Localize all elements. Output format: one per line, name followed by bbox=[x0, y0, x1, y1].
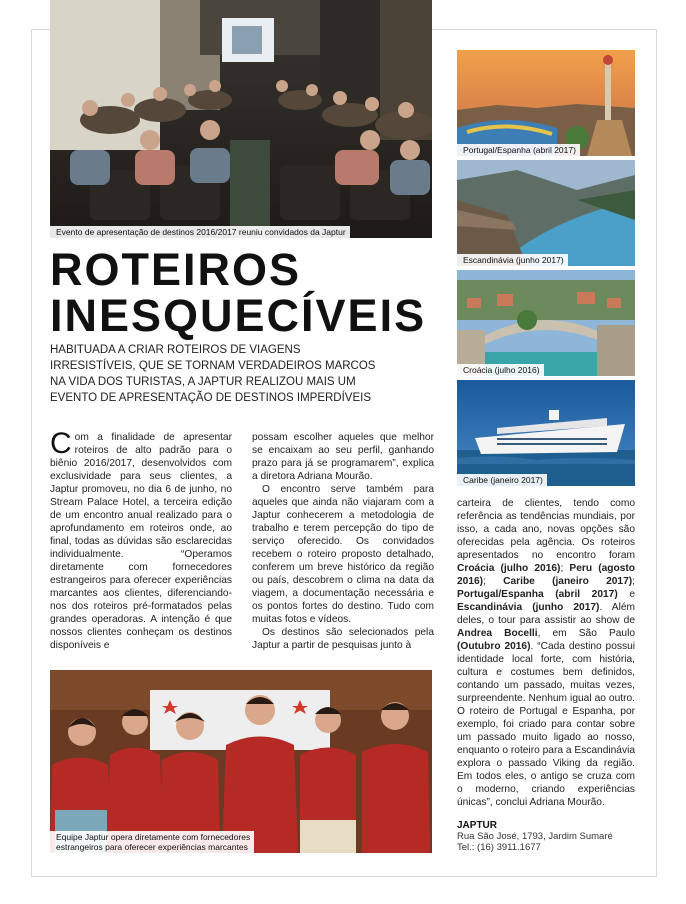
tour-peru: Peru (agosto 2016) bbox=[457, 563, 635, 587]
contact-phone: Tel.: (16) 3911.1677 bbox=[457, 842, 541, 853]
team-photo-illustration bbox=[50, 670, 432, 853]
team-photo-caption bbox=[50, 831, 254, 853]
headline-line-2: INESQUECÍVEIS bbox=[50, 290, 427, 341]
col3-text-b: . Além deles, o tour para assistir ao show de bbox=[457, 602, 636, 626]
team-photo bbox=[50, 670, 432, 853]
cruise-ship-illustration bbox=[457, 380, 635, 486]
column-2-paragraph-1: possam escolher aqueles que melhor se encaixam ao seu perfil, ganhando prazo para já se programarem”, explica a diretora Adriana Mourão. bbox=[252, 432, 434, 482]
fjord-illustration bbox=[457, 160, 635, 266]
destination-photo-scandinavia bbox=[457, 160, 635, 266]
article-column-3 bbox=[457, 497, 635, 809]
destination-photo-croatia bbox=[457, 270, 635, 376]
tour-croatia: Croácia (julho 2016) bbox=[457, 563, 561, 574]
col3-text-d: . “Cada destino possui identidade local forte, com história, cultura e costumes bem definidos, contando um passado, muitas vezes, surpreendente. Nenhum igual ao outro. O roteiro de Portugal e Espanha, por exemplo, foi criado para contar sobre um passado muito ligado ao nosso, enquanto o roteiro para a Escandinávia explora o passado Viking da região. Em todos eles, o antigo se cruza com o moderno, criando experiências únicas”, conclui Adriana Mourão. bbox=[457, 641, 635, 808]
tour-portugal: Portugal/Espanha (abril 2017) bbox=[457, 589, 618, 600]
headline-line-1: ROTEIROS bbox=[50, 244, 302, 295]
col3-sep: e bbox=[617, 589, 636, 600]
col3-sep: ; bbox=[483, 576, 504, 587]
artist-name: Andrea Bocelli bbox=[457, 628, 538, 639]
caribbean-caption: Caribe (janeiro 2017) bbox=[457, 474, 547, 486]
column-3-paragraph bbox=[457, 497, 635, 809]
scandinavia-caption: Escandinávia (junho 2017) bbox=[457, 254, 568, 266]
col3-sep: ; bbox=[560, 563, 570, 574]
team-caption-line-1: Equipe Japtur opera diretamente com fornecedores bbox=[56, 832, 251, 842]
event-photo-illustration bbox=[50, 0, 432, 238]
col3-text-c: , em São Paulo bbox=[537, 628, 635, 639]
column-2-paragraph-3: Os destinos são selecionados pela Japtur a partir de pesquisas junto à bbox=[252, 627, 434, 651]
contact-address: Rua São José, 1793, Jardim Sumaré bbox=[457, 831, 613, 842]
column-2-paragraph-2: O encontro serve também para aqueles que ainda não viajaram com a Japtur conhecerem a metodologia de trabalho e terem percepção do tipo de serviço oferecido. Os convidados recebem o roteiro proposto detalhado, conferem um breve histórico da região ou país, descobrem o clima na data da viagem, a documentação necessária e os pontos fortes do destino. Tudo com muitas fotos e vídeos. bbox=[252, 484, 434, 625]
column-1-text: om a finalidade de apresentar roteiros de alto padrão para o biênio 2016/2017, desenvolvidos com exclusividade para seus clientes, a Japtur promoveu, no dia 6 de junho, no Stream Palace Hotel, a terceira edição de um encontro anual realizado para o aprofundamento em roteiros onde, ao final, todas as dúvidas são esclarecidas individualmente. “Operamos diretamente com fornecedores estrangeiros para oferecer experiências marcantes aos clientes, diferenciando-nos dos roteiros pré-formatados pelas grandes operadoras. A intenção é que nossos clientes conheçam os destinos disponíveis e bbox=[50, 432, 232, 651]
destination-photo-caribbean bbox=[457, 380, 635, 486]
headline bbox=[50, 244, 427, 341]
event-photo bbox=[50, 0, 432, 238]
tour-caribbean: Caribe (janeiro 2017) bbox=[503, 576, 633, 587]
destination-photo-portugal bbox=[457, 50, 635, 156]
mostar-bridge-illustration bbox=[457, 270, 635, 376]
article-column-2 bbox=[252, 431, 434, 652]
croatia-caption: Croácia (julho 2016) bbox=[457, 364, 544, 376]
article-column-1 bbox=[50, 427, 232, 652]
event-photo-caption: Evento de apresentação de destinos 2016/2017 reuniu convidados da Japtur bbox=[50, 226, 350, 238]
show-date: (Outubro 2016) bbox=[457, 641, 531, 652]
dropcap: C bbox=[50, 427, 72, 460]
col3-sep: ; bbox=[632, 576, 635, 587]
column-1-paragraph bbox=[50, 427, 232, 652]
tour-scandinavia: Escandinávia (junho 2017) bbox=[457, 602, 600, 613]
park-guell-illustration bbox=[457, 50, 635, 156]
contact-block bbox=[457, 820, 613, 853]
deck-intro: HABITUADA A CRIAR ROTEIROS DE VIAGENS IRRESISTÍVEIS, QUE SE TORNAM VERDADEIROS MARCOS NA VIDA DOS TURISTAS, A JAPTUR REALIZOU MAIS UM EVENTO DE APRESENTAÇÃO DE DESTINOS IMPERDÍVEIS bbox=[50, 344, 376, 404]
portugal-caption: Portugal/Espanha (abril 2017) bbox=[457, 144, 580, 156]
col3-text-a: carteira de clientes, tendo como referência as tendências mundiais, por isso, a cada ano, novas opções são oferecidas pela agência. Os roteiros apresentados no encontro foram bbox=[457, 498, 635, 561]
contact-company: JAPTUR bbox=[457, 820, 498, 831]
team-caption-line-2: estrangeiros para oferecer experiências marcantes bbox=[56, 842, 248, 852]
